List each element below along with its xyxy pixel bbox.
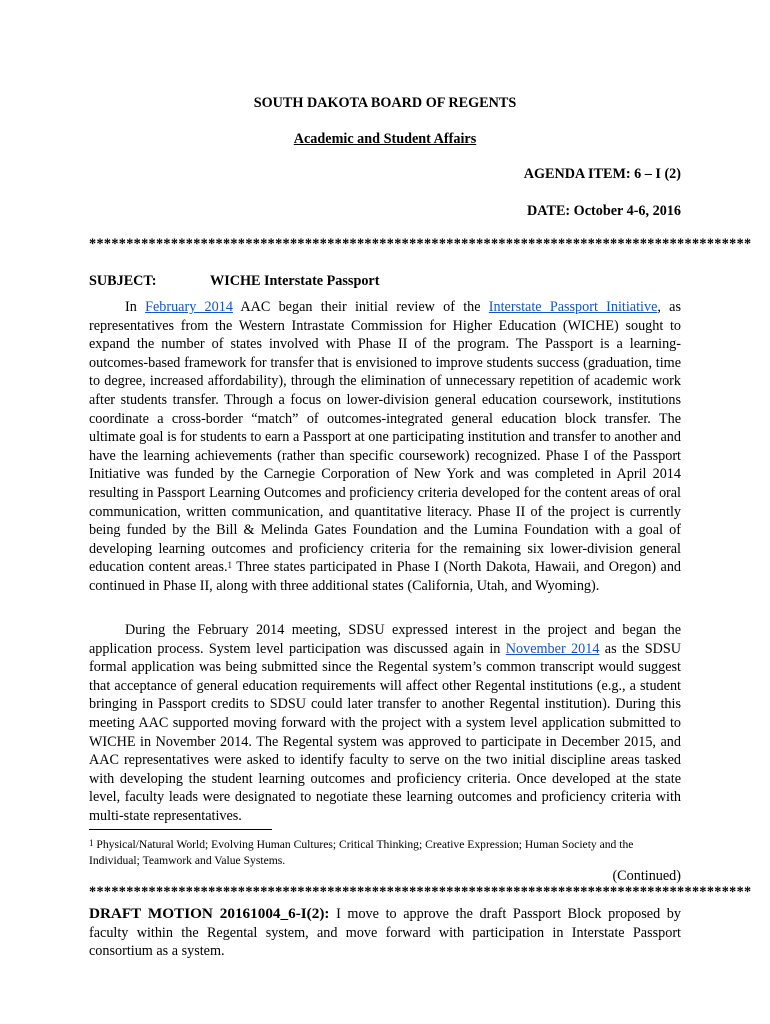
paragraph-text: In bbox=[125, 299, 146, 315]
footnote-text: Physical/Natural World; Evolving Human Cultures; Critical Thinking; Creative Expression; Human Society and the Individual; Teamwork and Value Systems. bbox=[89, 838, 634, 867]
paragraph-history bbox=[89, 621, 681, 826]
paragraph-text: During the February 2014 meeting, SDSU expressed interest in the project and began the application process. System level participation was discussed again in bbox=[89, 622, 681, 657]
paragraph-intro bbox=[89, 298, 681, 596]
subject-title: WICHE Interstate Passport bbox=[210, 273, 380, 289]
footnote bbox=[89, 837, 681, 869]
paragraph-text: AAC began their initial review of the bbox=[232, 299, 489, 315]
footnote-reference: 1 bbox=[227, 560, 233, 571]
draft-motion bbox=[89, 905, 681, 961]
footnote-divider bbox=[89, 829, 272, 830]
footnote-mark: 1 bbox=[89, 838, 94, 848]
division-title: Academic and Student Affairs bbox=[293, 131, 477, 147]
paragraph-text: Three states participated in Phase I (North Dakota, Hawaii, and Oregon) and continued in Phase II, along with three additional states (California, Utah, and Wyoming). bbox=[89, 559, 682, 594]
subject-label: SUBJECT: bbox=[89, 273, 157, 289]
separator-top: ***************************************************************************************** bbox=[89, 236, 752, 252]
link-february-2014[interactable]: February 2014 bbox=[145, 299, 233, 315]
subject-line bbox=[89, 273, 379, 290]
org-title: SOUTH DAKOTA BOARD OF REGENTS bbox=[253, 95, 517, 111]
paragraph-text: as the SDSU formal application was being submitted since the Regental system’s common transcript would suggest that acceptance of general education requirements will affect other Regental institutions (e.g., a student bringing in Passport credits to SDSU could later transfer to another Regental institution). During this meeting AAC supported moving forward with the project with a system level application submitted to WICHE in November 2014. The Regental system was approved to participate in December 2015, and AAC representatives were asked to identify faculty to serve on the two initial discipline areas tasked with developing the student learning outcomes and proficiency criteria. Once developed at the state level, faculty leads were designated to negotiate these learning outcomes and proficiency criteria with multi-state representatives. bbox=[89, 640, 681, 824]
motion-text: I move to approve the draft Passport Block proposed by faculty within the Regental system, and move forward with participation in Interstate Passport consortium as a system. bbox=[89, 906, 681, 960]
motion-label: DRAFT MOTION 20161004_6-I(2): bbox=[89, 905, 330, 922]
separator-bottom: ***************************************************************************************** bbox=[89, 884, 752, 900]
meeting-date: DATE: October 4-6, 2016 bbox=[527, 203, 681, 219]
continued-label: (Continued) bbox=[612, 868, 681, 884]
link-november-2014[interactable]: November 2014 bbox=[505, 640, 600, 657]
paragraph-text: , as representatives from the Western Intrastate Commission for Higher Education (WICHE) sought to expand the number of states involved with Phase II of the program. The Passport is a learning-outcomes-based framework for transfer that is envisioned to improve students success (graduation, time to degree, increased affordability), through the elimination of unnecessary repetition of academic work after students transfer. Through a focus on lower-division general education coursework, institutions coordinate a cross-border “match” of outcomes-integrated general education block transfer. The ultimate goal is for students to earn a Passport at one participating institution and transfer to another and have the learning achievements (rather than specific coursework) recognized. Phase I of the Passport Initiative was funded by the Carnegie Corporation of New York and was completed in April 2014 resulting in Passport Learning Outcomes and proficiency criteria developed for the content areas of oral communication, written communication, and quantitative literacy. Phase II of the project is currently being funded by the Bill & Melinda Gates Foundation and the Lumina Foundation with a goal of developing learning outcomes and proficiency criteria for the remaining six lower-division general education content areas. bbox=[89, 299, 681, 576]
link-interstate-passport-initiative[interactable]: Interstate Passport Initiative bbox=[488, 299, 658, 315]
agenda-item: AGENDA ITEM: 6 – I (2) bbox=[523, 166, 681, 182]
